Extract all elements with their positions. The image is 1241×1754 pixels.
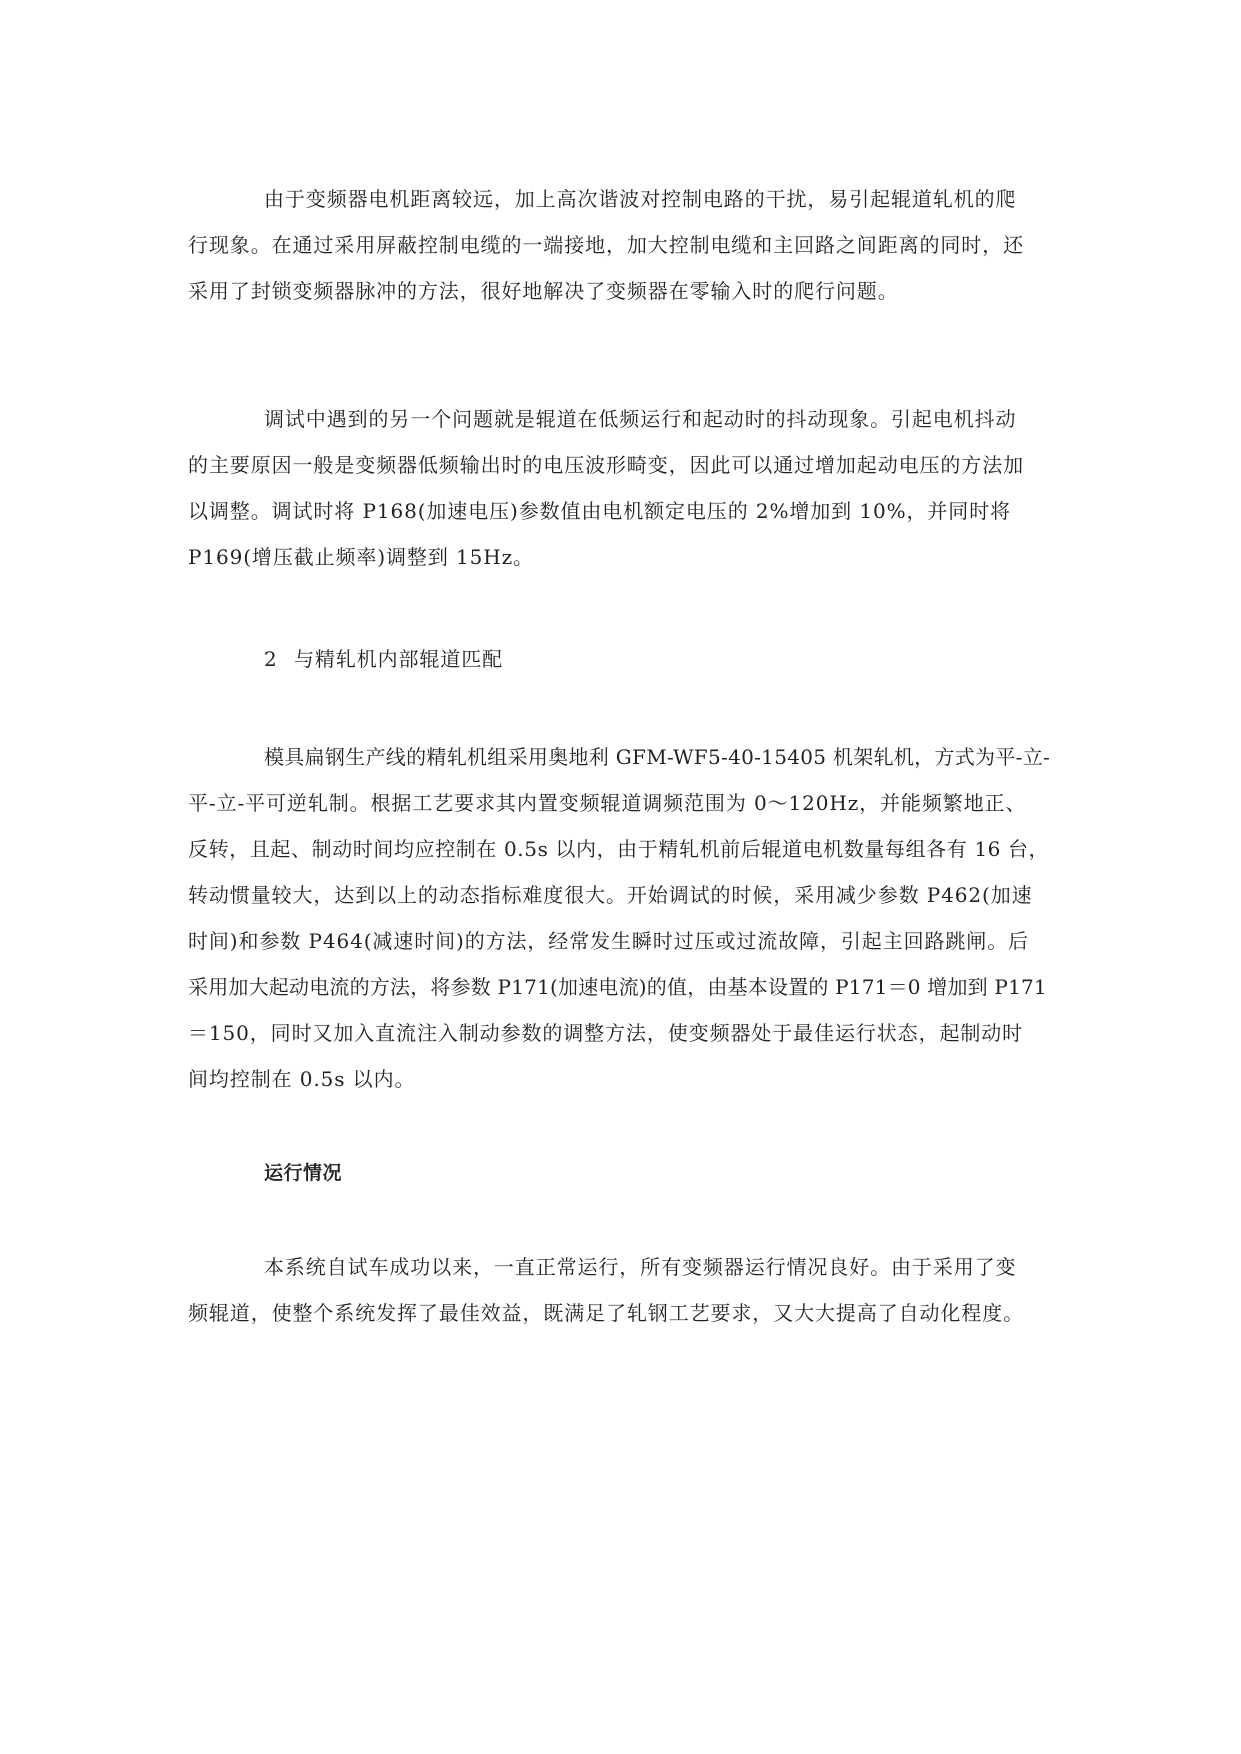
paragraph-2-line-3: 以调整。调试时将 P168(加速电压)参数值由电机额定电压的 2%增加到 10%，并同时将 <box>188 499 1011 523</box>
operation-heading: 运行情况 <box>264 1162 343 1184</box>
paragraph-3-line-8: 间均控制在 0.5s 以内。 <box>188 1067 416 1091</box>
paragraph-3-line-3: 反转，且起、制动时间均应控制在 0.5s 以内，由于精轧机前后辊道电机数量每组各有 16 台， <box>188 837 1050 861</box>
paragraph-1-line-2: 行现象。在通过采用屏蔽控制电缆的一端接地，加大控制电缆和主回路之间距离的同时，还 <box>188 233 1024 257</box>
section-2-number: 2 <box>264 647 278 671</box>
paragraph-2-line-2: 的主要原因一般是变频器低频输出时的电压波形畸变，因此可以通过增加起动电压的方法加 <box>188 453 1024 477</box>
paragraph-3-line-5: 时间)和参数 P464(减速时间)的方法，经常发生瞬时过压或过流故障，引起主回路跳闸。后 <box>188 929 1029 953</box>
paragraph-4-line-2: 频辊道，使整个系统发挥了最佳效益，既满足了轧钢工艺要求，又大大提高了自动化程度。 <box>188 1301 1024 1325</box>
paragraph-2-line-4: P169(增压截止频率)调整到 15Hz。 <box>188 545 534 569</box>
section-2-heading <box>264 644 503 674</box>
paragraph-3-line-2: 平-立-平可逆轧制。根据工艺要求其内置变频辊道调频范围为 0～120Hz，并能频繁地正、 <box>188 791 1027 815</box>
section-2-title: 与精轧机内部辊道匹配 <box>294 647 503 671</box>
paragraph-3-line-1: 模具扁钢生产线的精轧机组采用奥地利 GFM-WF5-40-15405 机架轧机，方式为平-立- <box>264 745 1051 769</box>
paragraph-3-line-6: 采用加大起动电流的方法，将参数 P171(加速电流)的值，由基本设置的 P171＝0 增加到 P171 <box>188 975 1047 999</box>
paragraph-1-line-3: 采用了封锁变频器脉冲的方法，很好地解决了变频器在零输入时的爬行问题。 <box>188 279 899 303</box>
paragraph-1-line-1: 由于变频器电机距离较远，加上高次谐波对控制电路的干扰，易引起辊道轧机的爬 <box>264 187 1017 211</box>
paragraph-3-line-7: ＝150，同时又加入直流注入制动参数的调整方法，使变频器处于最佳运行状态，起制动时 <box>188 1021 1024 1045</box>
paragraph-2-line-1: 调试中遇到的另一个问题就是辊道在低频运行和起动时的抖动现象。引起电机抖动 <box>264 407 1017 431</box>
paragraph-3-line-4: 转动惯量较大，达到以上的动态指标难度很大。开始调试的时候，采用减少参数 P462(加速 <box>188 883 1033 907</box>
paragraph-4-line-1: 本系统自试车成功以来，一直正常运行，所有变频器运行情况良好。由于采用了变 <box>264 1255 1017 1279</box>
